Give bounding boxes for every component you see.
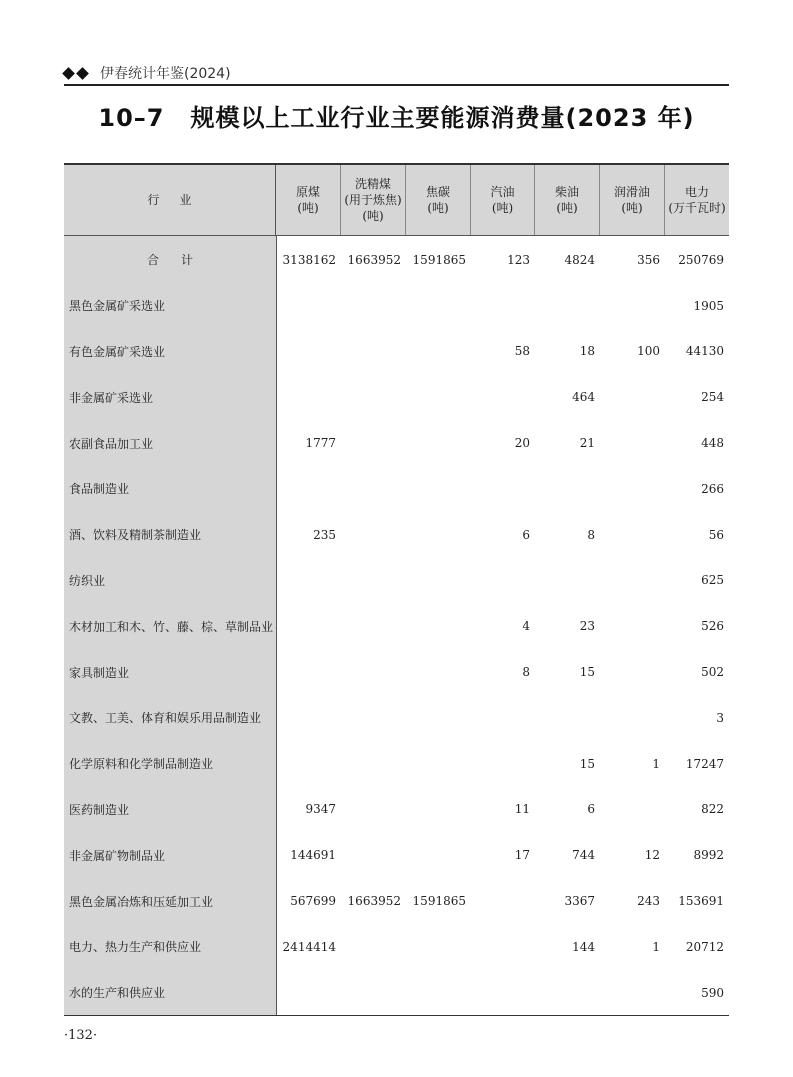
- row-value: 23: [579, 619, 595, 634]
- table-row: [64, 878, 729, 924]
- header-gasoline: [471, 165, 535, 235]
- header-label: 柴油: [554, 185, 579, 199]
- row-value: 15: [579, 665, 595, 680]
- row-industry-name: 合计: [146, 253, 215, 268]
- header-diesel: [535, 165, 600, 235]
- row-value: 20712: [685, 939, 724, 954]
- table-row: [64, 558, 729, 604]
- row-industry-name: 非金属矿物制品业: [69, 848, 166, 863]
- row-value: 4: [522, 619, 530, 634]
- row-value: 3: [716, 710, 724, 725]
- header-industry: 行业: [64, 165, 276, 235]
- header-unit: (吨): [362, 209, 384, 223]
- header-raw-coal: [276, 165, 341, 235]
- row-industry-name: 纺织业: [69, 573, 106, 588]
- header-unit: (吨): [427, 201, 449, 215]
- table-row: [64, 374, 729, 420]
- row-value: 1663952: [347, 252, 401, 267]
- header-unit: (吨): [621, 201, 643, 215]
- header-note: (用于炼焦): [344, 193, 402, 207]
- row-value: 250769: [678, 252, 724, 267]
- table-row-total: [64, 237, 729, 283]
- table-row: [64, 741, 729, 787]
- table-header: [64, 165, 729, 236]
- page-number: ·132·: [64, 1028, 98, 1043]
- row-value: 8992: [693, 848, 724, 863]
- row-industry-name: 家具制造业: [69, 665, 130, 680]
- row-value: 17: [514, 848, 530, 863]
- data-table: [64, 163, 729, 1016]
- table-number: 10–7: [98, 104, 165, 132]
- row-value: 144691: [290, 848, 336, 863]
- table-row: [64, 329, 729, 375]
- table-row: [64, 787, 729, 833]
- row-value: 625: [701, 573, 724, 588]
- header-label: 洗精煤: [354, 177, 391, 191]
- header-unit: (吨): [491, 201, 514, 215]
- row-value: 356: [637, 252, 660, 267]
- table-row: [64, 283, 729, 329]
- table-row: [64, 832, 729, 878]
- row-value: 1663952: [347, 894, 401, 909]
- table-row: [64, 970, 729, 1016]
- row-industry-name: 木材加工和木、竹、藤、棕、草制品业: [69, 619, 274, 634]
- row-value: 448: [701, 436, 724, 451]
- table-row: [64, 603, 729, 649]
- header-unit: (万千瓦时): [668, 201, 726, 215]
- row-value: 567699: [290, 894, 336, 909]
- row-industry-name: 非金属矿采选业: [69, 390, 154, 405]
- row-value: 1777: [305, 436, 336, 451]
- table-row: [64, 512, 729, 558]
- row-value: 12: [644, 848, 660, 863]
- row-value: 243: [637, 894, 660, 909]
- row-value: 3138162: [282, 252, 336, 267]
- row-value: 1905: [693, 298, 724, 313]
- row-value: 822: [701, 802, 724, 817]
- row-value: 1591865: [412, 252, 466, 267]
- row-industry-name: 食品制造业: [69, 482, 130, 497]
- table-title: 规模以上工业行业主要能源消费量(2023 年): [190, 104, 695, 132]
- row-value: 144: [572, 939, 595, 954]
- header-coke: [406, 165, 471, 235]
- row-value: 6: [587, 802, 595, 817]
- table-row: [64, 924, 729, 970]
- row-value: 744: [572, 848, 595, 863]
- row-industry-name: 水的生产和供应业: [69, 986, 166, 1001]
- row-value: 266: [701, 481, 724, 496]
- row-value: 58: [514, 344, 530, 359]
- row-value: 18: [579, 344, 595, 359]
- row-value: 123: [507, 252, 530, 267]
- table-row: [64, 695, 729, 741]
- table-row: [64, 420, 729, 466]
- running-head: [64, 62, 231, 84]
- row-industry-name: 有色金属矿采选业: [69, 344, 166, 359]
- header-unit: (吨): [297, 201, 319, 215]
- row-industry-name: 黑色金属冶炼和压延加工业: [69, 894, 214, 909]
- row-value: 17247: [685, 756, 724, 771]
- header-label: 汽油: [490, 185, 515, 199]
- row-industry-name: 酒、饮料及精制茶制造业: [69, 528, 202, 543]
- row-value: 21: [579, 436, 595, 451]
- row-value: 464: [572, 390, 595, 405]
- header-unit: (吨): [556, 201, 578, 215]
- row-value: 3367: [564, 894, 595, 909]
- row-industry-name: 化学原料和化学制品制造业: [69, 757, 214, 772]
- row-value: 590: [701, 985, 724, 1000]
- row-value: 1591865: [412, 894, 466, 909]
- header-label: 电力: [684, 185, 709, 199]
- row-value: 20: [514, 436, 530, 451]
- row-value: 254: [701, 390, 724, 405]
- row-value: 44130: [685, 344, 724, 359]
- header-electricity: [665, 165, 729, 235]
- row-value: 526: [701, 619, 724, 634]
- row-value: 6: [522, 527, 530, 542]
- row-industry-name: 黑色金属矿采选业: [69, 299, 166, 314]
- table-body: [64, 237, 729, 1016]
- row-value: 1: [652, 756, 660, 771]
- row-value: 502: [701, 665, 724, 680]
- table-row: [64, 466, 729, 512]
- header-label: 焦碳: [425, 185, 450, 199]
- row-industry-name: 农副食品加工业: [69, 436, 154, 451]
- row-value: 56: [708, 527, 724, 542]
- row-value: 8: [587, 527, 595, 542]
- row-value: 1: [652, 939, 660, 954]
- table-row: [64, 649, 729, 695]
- row-value: 153691: [678, 894, 724, 909]
- running-head-text: 伊春统计年鉴(2024): [100, 66, 231, 82]
- header-rule: [64, 84, 729, 86]
- row-industry-name: 医药制造业: [69, 802, 130, 817]
- row-value: 9347: [305, 802, 336, 817]
- row-value: 11: [514, 802, 530, 817]
- header-label: 原煤: [295, 185, 320, 199]
- header-lubricant: [600, 165, 665, 235]
- page-title: [64, 98, 729, 133]
- row-value: 235: [313, 527, 336, 542]
- row-value: 15: [579, 756, 595, 771]
- row-value: 4824: [564, 252, 595, 267]
- row-industry-name: 电力、热力生产和供应业: [69, 940, 202, 955]
- diamond-bullets-icon: [64, 69, 92, 78]
- row-value: 100: [637, 344, 660, 359]
- header-washed-coal: [341, 165, 406, 235]
- row-value: 8: [522, 665, 530, 680]
- header-label: 润滑油: [613, 185, 650, 199]
- row-value: 2414414: [282, 939, 336, 954]
- row-industry-name: 文教、工美、体育和娱乐用品制造业: [69, 711, 262, 726]
